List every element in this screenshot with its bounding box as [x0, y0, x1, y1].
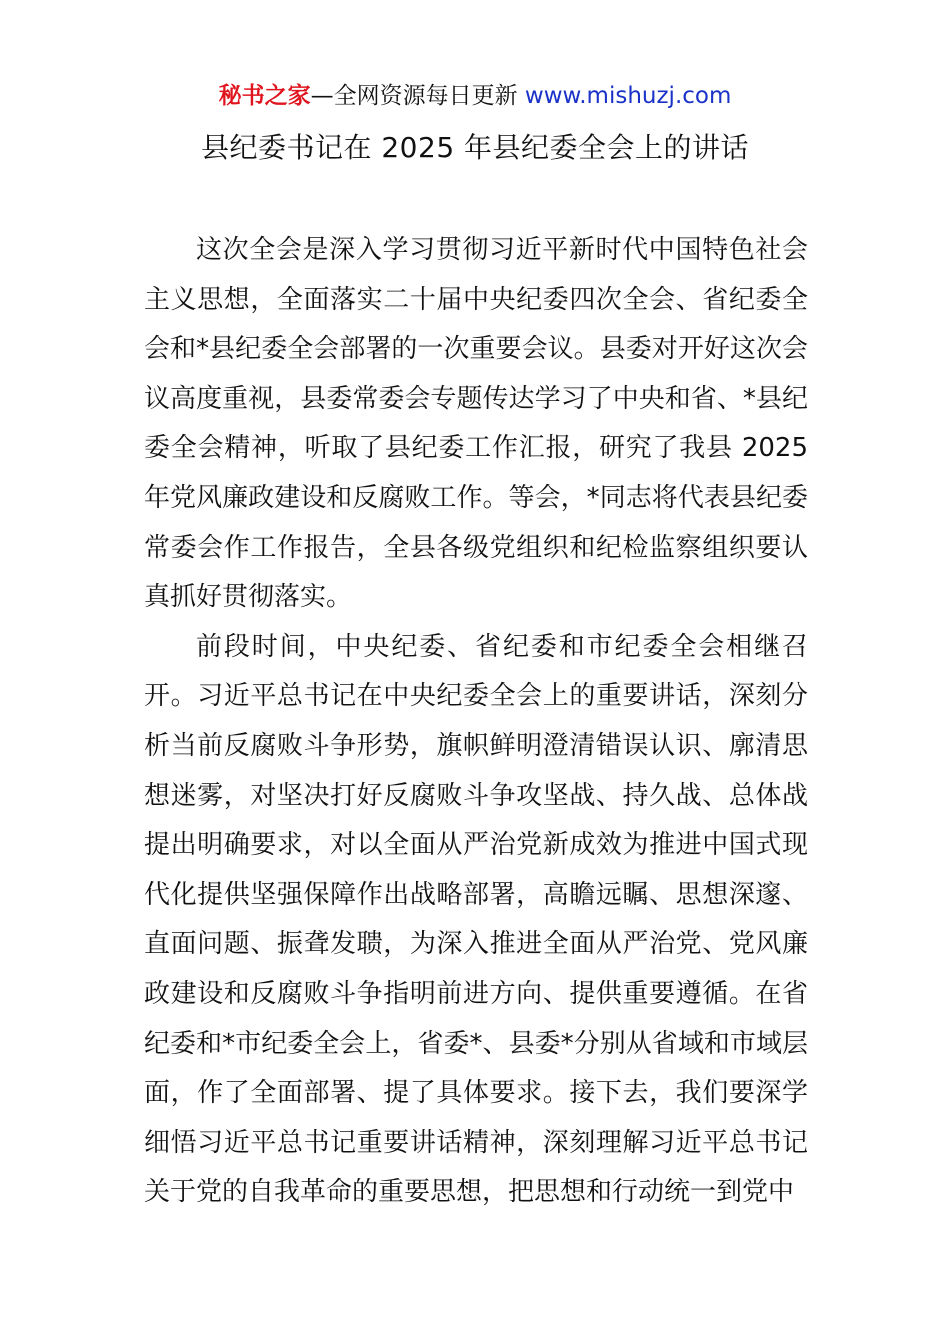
document-body [144, 226, 808, 1218]
paragraph-1: 这次全会是深入学习贯彻习近平新时代中国特色社会主义思想，全面落实二十届中央纪委四次全会、省纪委全会和*县纪委全会部署的一次重要会议。县委对开好这次会议高度重视，县委常委会专题传达学习了中央和省、*县纪委全会精神，听取了县纪委工作汇报，研究了我县 2025 年党风廉政建设和反腐败工作。等会，*同志将代表县纪委常委会作工作报告，全县各级党组织和纪检监察组织要认真抓好贯彻落实。 [144, 235, 808, 613]
site-url-link[interactable]: www.mishuzj.com [524, 83, 732, 109]
site-brand: 秘书之家 [218, 83, 311, 109]
site-header [0, 80, 950, 112]
document-title: 县纪委书记在 2025 年县纪委全会上的讲话 [200, 131, 750, 164]
paragraph-2: 前段时间，中央纪委、省纪委和市纪委全会相继召开。习近平总书记在中央纪委全会上的重要讲话，深刻分析当前反腐败斗争形势，旗帜鲜明澄清错误认识、廓清思想迷雾，对坚决打好反腐败斗争攻坚战、持久战、总体战提出明确要求，对以全面从严治党新成效为推进中国式现代化提供坚强保障作出战略部署，高瞻远瞩、思想深邃、直面问题、振聋发聩，为深入推进全面从严治党、党风廉政建设和反腐败斗争指明前进方向、提供重要遵循。在省纪委和*市纪委全会上，省委*、县委*分别从省域和市域层面，作了全面部署、提了具体要求。接下去，我们要深学细悟习近平总书记重要讲话精神，深刻理解习近平总书记关于党的自我革命的重要思想，把思想和行动统一到党中 [144, 631, 808, 1208]
site-tagline: —全网资源每日更新 [310, 83, 525, 109]
